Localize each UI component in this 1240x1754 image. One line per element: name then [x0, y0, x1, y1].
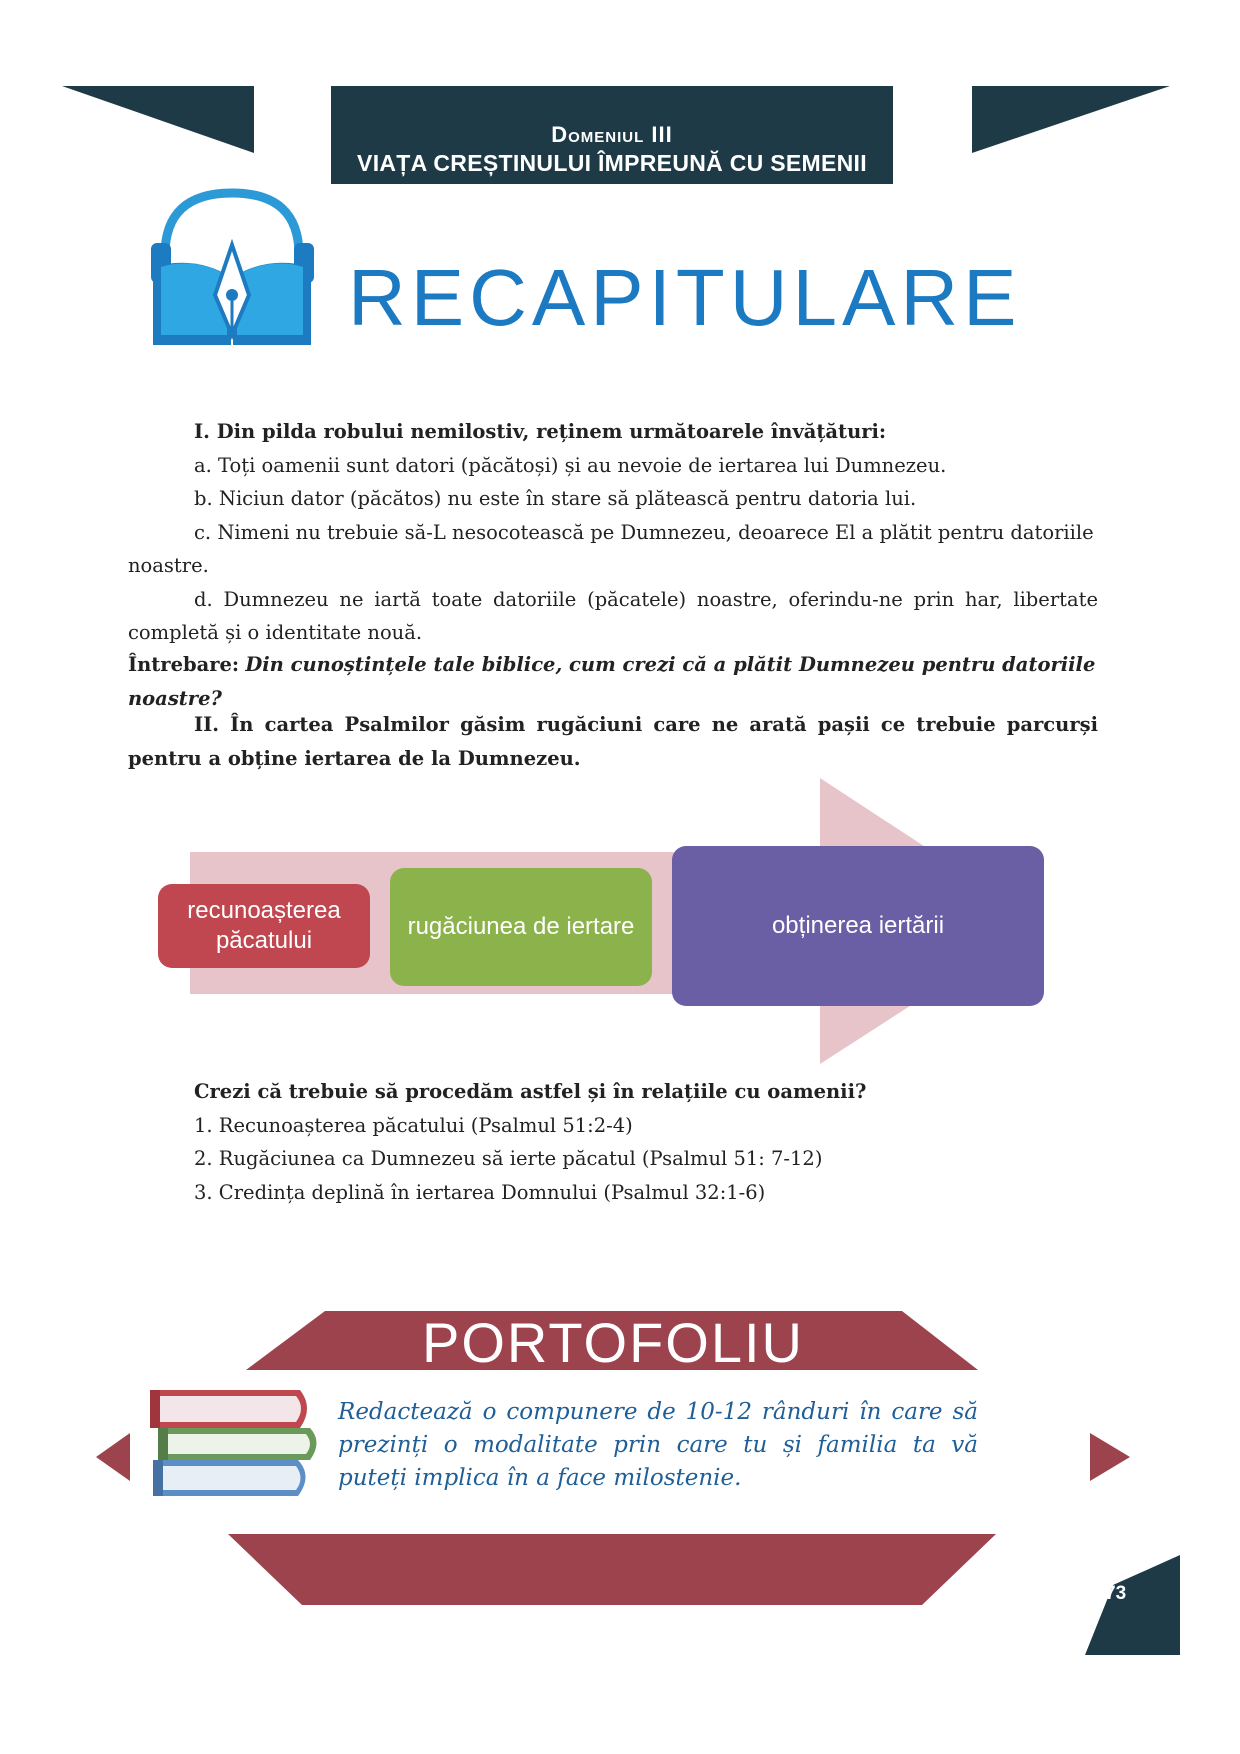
- section-3: [128, 1075, 1098, 1209]
- section-3-item: 2. Rugăciunea ca Dumnezeu să ierte păcatul (Psalmul 51: 7-12): [194, 1147, 823, 1170]
- section-1-heading: I. Din pilda robului nemilostiv, reținem următoarele învățături:: [194, 420, 887, 443]
- step-obtinere: obținerea iertării: [672, 846, 1044, 1006]
- page-number-tab: [1085, 1555, 1205, 1655]
- section-3-heading: Crezi că trebuie să procedăm astfel și în relațiile cu oamenii?: [194, 1080, 867, 1103]
- right-triangle-icon: [1090, 1433, 1130, 1481]
- question-label: Întrebare:: [128, 653, 240, 676]
- section-1-item: b. Niciun dator (păcătos) nu este în stare să plătească pentru datoria lui.: [194, 487, 917, 510]
- section-3-item: 3. Credința deplină în iertarea Domnului (Psalmul 32:1-6): [194, 1180, 766, 1204]
- header-left-wedge: [62, 86, 254, 153]
- left-triangle-icon: [96, 1433, 130, 1481]
- books-icon: [148, 1378, 328, 1503]
- domain-title: VIAȚA CREȘTINULUI ÎMPREUNĂ CU SEMENII: [357, 150, 867, 176]
- page-number: 73: [1105, 1583, 1127, 1604]
- step-recunoastere: recunoașterea păcatului: [158, 884, 370, 968]
- header-banner: [331, 86, 893, 184]
- book-headphones-icon: [145, 185, 320, 355]
- domain-label: Domeniul III: [551, 122, 673, 147]
- section-1: [128, 415, 1098, 650]
- question-text: Din cunoștințele tale biblice, cum crezi că a plătit Dumnezeu pentru datoriile noastre?: [128, 653, 1096, 710]
- question: [128, 648, 1108, 715]
- section-1-item: a. Toți oamenii sunt datori (păcătoși) și au nevoie de iertarea lui Dumnezeu.: [194, 453, 947, 477]
- section-1-item: d. Dumnezeu ne iartă toate datoriile (păcatele) noastre, oferindu-ne prin har, libertate completă și o identitate nouă.: [128, 587, 1098, 644]
- section-3-item: 1. Recunoașterea păcatului (Psalmul 51:2-4): [194, 1113, 633, 1137]
- step-rugaciune: rugăciunea de iertare: [390, 868, 652, 986]
- page-title: RECAPITULARE: [348, 253, 1022, 342]
- header-right-wedge: [972, 86, 1170, 153]
- portfolio-bottom-banner: [228, 1534, 996, 1605]
- section-2-heading: II. În cartea Psalmilor găsim rugăciuni care ne arată pașii ce trebuie parcurși pentru a obține iertarea de la Dumnezeu.: [128, 713, 1098, 770]
- portfolio-title: PORTOFOLIU: [421, 1311, 804, 1374]
- portfolio-task: Redactează o compunere de 10-12 rânduri în care să prezinți o modalitate prin care tu și familia ta vă puteți implica în a face milostenie.: [338, 1399, 978, 1491]
- section-1-item: c. Nimeni nu trebuie să-L nesocotească pe Dumnezeu, deoarece El a plătit pentru datoriile noastre.: [128, 520, 1094, 577]
